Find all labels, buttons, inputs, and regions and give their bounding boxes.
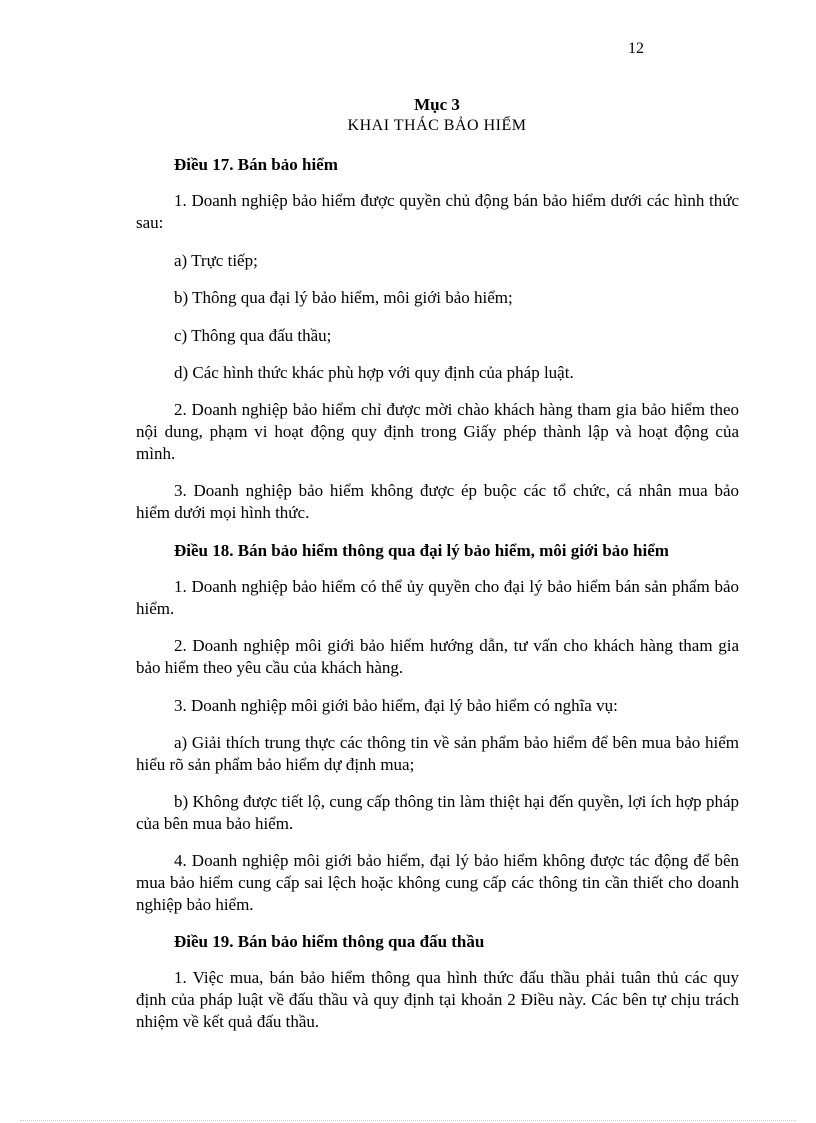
- article-17-item-a: a) Trực tiếp;: [174, 251, 258, 270]
- article-18-item-b: b) Không được tiết lộ, cung cấp thông tin làm thiệt hại đến quyền, lợi ích hợp pháp của bên mua bảo hiểm.: [136, 792, 739, 833]
- article-17-clause-1: 1. Doanh nghiệp bảo hiểm được quyền chủ động bán bảo hiểm dưới các hình thức sau:: [136, 191, 739, 232]
- article-17-heading: Điều 17. Bán bảo hiểm: [174, 155, 338, 174]
- article-19-clause-1: 1. Việc mua, bán bảo hiểm thông qua hình thức đấu thầu phải tuân thủ các quy định của pháp luật về đấu thầu và quy định tại khoản 2 Điều này. Các bên tự chịu trách nhiệm về kết quả đấu thầu.: [136, 968, 739, 1031]
- article-18-clause-4: 4. Doanh nghiệp môi giới bảo hiểm, đại lý bảo hiểm không được tác động để bên mua bảo hiểm cung cấp sai lệch hoặc không cung cấp các thông tin cần thiết cho doanh nghiệp bảo hiểm.: [136, 851, 739, 914]
- article-18-clause-3: 3. Doanh nghiệp môi giới bảo hiểm, đại lý bảo hiểm có nghĩa vụ:: [174, 696, 618, 715]
- article-17-item-c: c) Thông qua đấu thầu;: [174, 326, 332, 345]
- article-18-item-a: a) Giải thích trung thực các thông tin về sản phẩm bảo hiểm để bên mua bảo hiểm hiểu rõ sản phẩm bảo hiểm dự định mua;: [136, 733, 739, 774]
- page-number: 12: [628, 40, 644, 57]
- section-subtitle: KHAI THÁC BẢO HIỂM: [347, 117, 527, 134]
- article-19-heading: Điều 19. Bán bảo hiểm thông qua đấu thầu: [174, 932, 485, 951]
- article-18-clause-1: 1. Doanh nghiệp bảo hiểm có thể ủy quyền cho đại lý bảo hiểm bán sản phẩm bảo hiểm.: [136, 577, 739, 618]
- article-17-item-d: d) Các hình thức khác phù hợp với quy định của pháp luật.: [174, 363, 574, 382]
- article-17-clause-2: 2. Doanh nghiệp bảo hiểm chỉ được mời chào khách hàng tham gia bảo hiểm theo nội dung, phạm vi hoạt động quy định trong Giấy phép thành lập và hoạt động của mình.: [136, 400, 739, 463]
- article-17-item-b: b) Thông qua đại lý bảo hiểm, môi giới bảo hiểm;: [174, 288, 513, 307]
- section-title: Mục 3: [414, 95, 460, 114]
- page-bottom-divider: [20, 1120, 796, 1121]
- article-18-heading: Điều 18. Bán bảo hiểm thông qua đại lý bảo hiểm, môi giới bảo hiểm: [174, 541, 669, 560]
- article-17-clause-3: 3. Doanh nghiệp bảo hiểm không được ép buộc các tổ chức, cá nhân mua bảo hiểm dưới mọi hình thức.: [136, 481, 739, 522]
- article-18-clause-2: 2. Doanh nghiệp môi giới bảo hiểm hướng dẫn, tư vấn cho khách hàng tham gia bảo hiểm theo yêu cầu của khách hàng.: [136, 636, 739, 677]
